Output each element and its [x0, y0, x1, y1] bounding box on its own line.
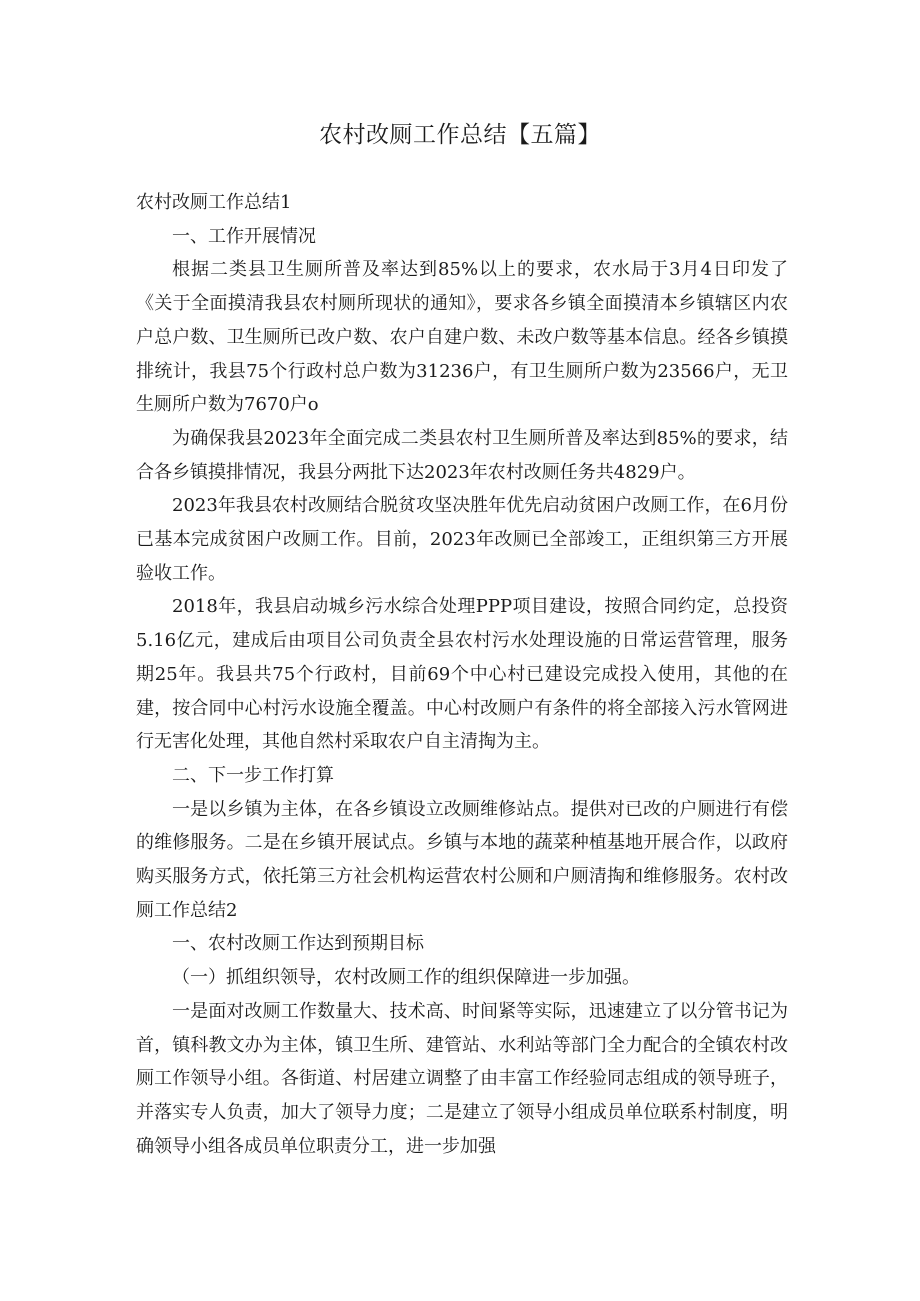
body-paragraph: 一是面对改厕工作数量大、技术高、时间紧等实际，迅速建立了以分管书记为首，镇科教文办为主体，镇卫生所、建管站、水利站等部门全力配合的全镇农村改厕工作领导小组。各街道、村居建立调整了由丰富工作经验同志组成的领导班子，并落实专人负责，加大了领导力度；二是建立了领导小组成员单位联系村制度，明确领导小组各成员单位职责分工，进一步加强 — [136, 1000, 788, 1157]
subsection-heading: 一、农村改厕工作达到预期目标 — [172, 933, 424, 955]
body-paragraph: 根据二类县卫生厕所普及率达到85%以上的要求，农水局于3月4日印发了《关于全面摸清我县农村厕所现状的通知》，要求各乡镇全面摸清本乡镇辖区内农户总户数、卫生厕所已改户数、农户自建户数、未改户数等基本信息。经各乡镇摸排统计，我县75个行政村总户数为31236户，有卫生厕所户数为23566户，无卫生厕所户数为7670户o — [136, 259, 788, 416]
body-paragraph: 2018年，我县启动城乡污水综合处理PPP项目建设，按照合同约定，总投资5.16亿元，建成后由项目公司负责全县农村污水处理设施的日常运营管理，服务期25年。我县共75个行政村，目前69个中心村已建设完成投入使用，其他的在建，按合同中心村污水设施全覆盖。中心村改厕户有条件的将全部接入污水管网进行无害化处理，其他自然村采取农户自主清掏为主。 — [136, 596, 788, 753]
subsection-heading: 二、下一步工作打算 — [172, 764, 334, 786]
body-paragraph: 2023年我县农村改厕结合脱贫攻坚决胜年优先启动贫困户改厕工作，在6月份已基本完成贫困户改厕工作。目前，2023年改厕已全部竣工，正组织第三方开展验收工作。 — [136, 495, 788, 584]
document-body — [136, 186, 788, 1163]
body-paragraph: 一是以乡镇为主体，在各乡镇设立改厕维修站点。提供对已改的户厕进行有偿的维修服务。二是在乡镇开展试点。乡镇与本地的蔬菜种植基地开展合作，以政府购买服务方式，依托第三方社会机构运营农村公厕和户厕清掏和维修服务。农村改厕工作总结2 — [136, 798, 788, 921]
document-title: 农村改厕工作总结【五篇】 — [319, 122, 601, 148]
section-heading: 农村改厕工作总结1 — [136, 192, 292, 213]
subsection-heading: 一、工作开展情况 — [172, 225, 316, 247]
subsection-heading: （一）抓组织领导，农村改厕工作的组织保障进一步加强。 — [172, 967, 640, 989]
body-paragraph: 为确保我县2023年全面完成二类县农村卫生厕所普及率达到85%的要求，结合各乡镇摸排情况，我县分两批下达2023年农村改厕任务共4829户。 — [136, 427, 788, 483]
